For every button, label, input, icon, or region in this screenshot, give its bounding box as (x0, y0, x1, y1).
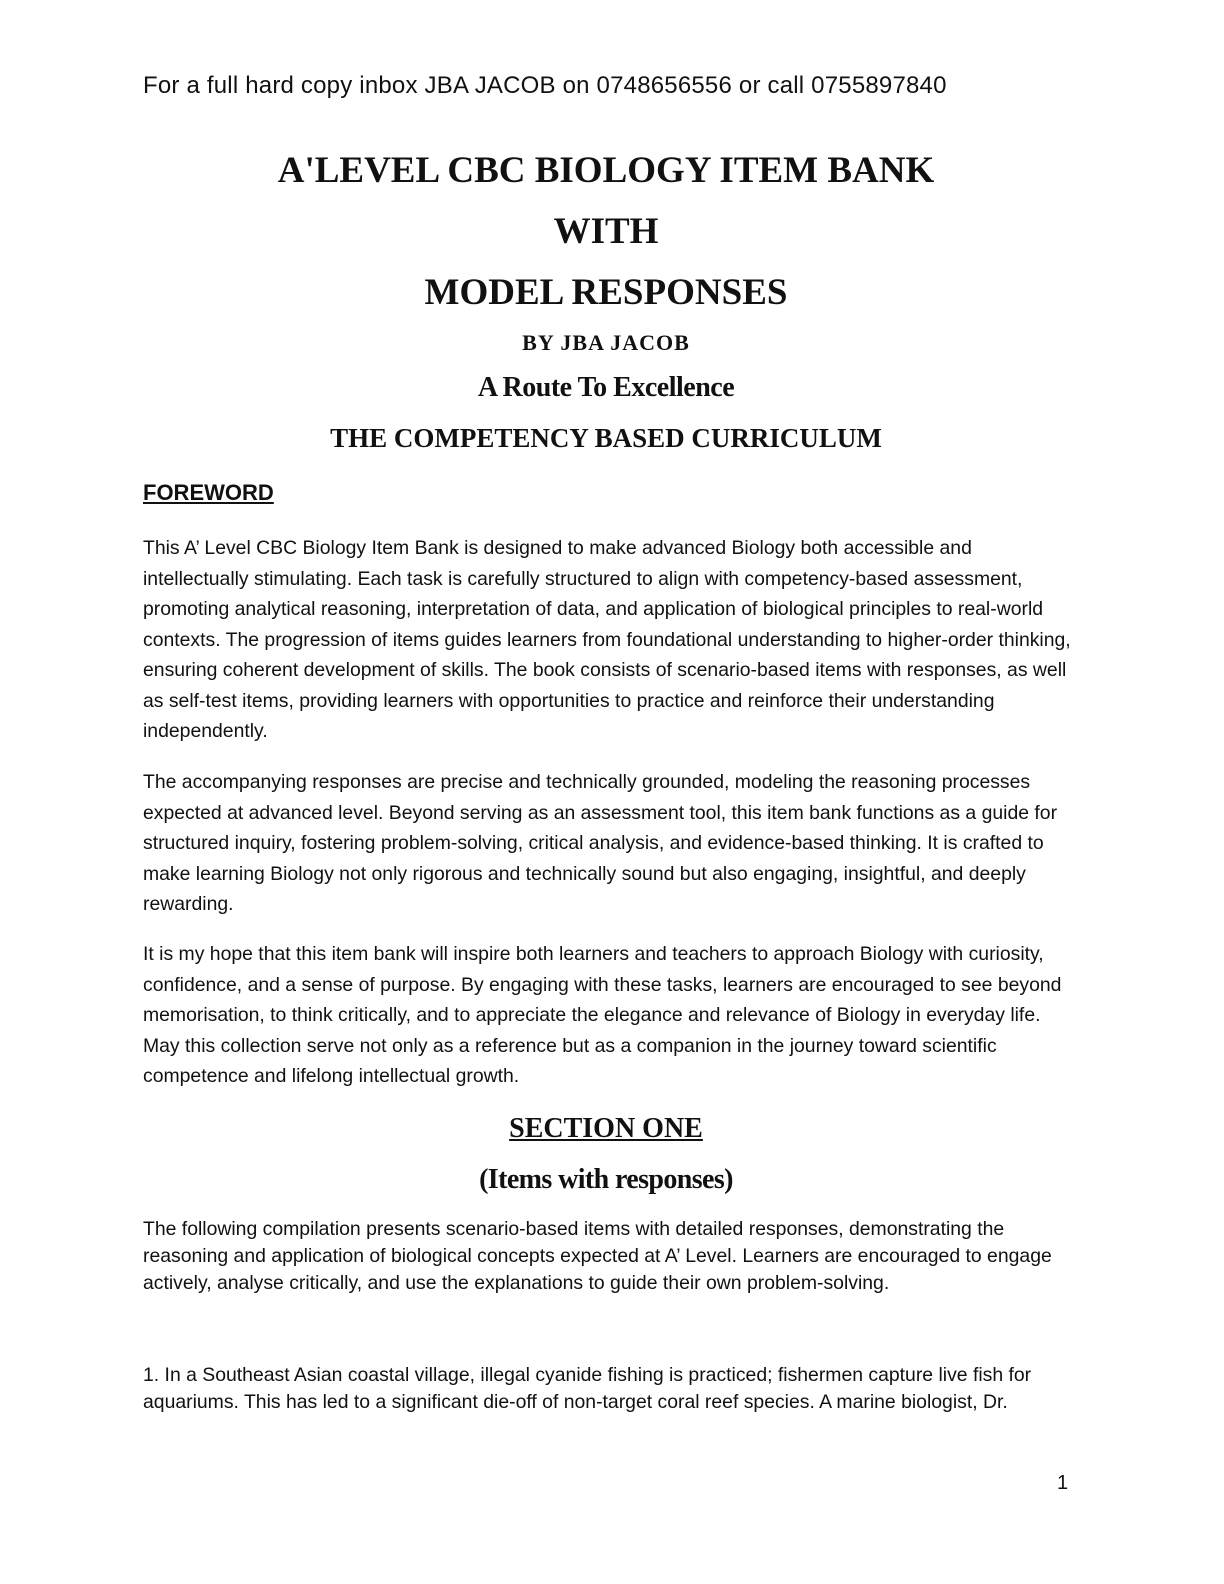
contact-line: For a full hard copy inbox JBA JACOB on 0748656556 or call 0755897840 (143, 72, 947, 99)
curriculum-heading: THE COMPETENCY BASED CURRICULUM (330, 423, 882, 453)
page-number: 1 (1057, 1472, 1069, 1494)
title-block (0, 140, 1212, 453)
section-intro: The following compilation presents scenario-based items with detailed responses, demonstrating the reasoning and application of biological concepts expected at A’ Level. Learners are encouraged to engage actively, analyse critically, and use the explanations to guide their own problem-solving. (143, 1218, 1052, 1294)
foreword-heading: FOREWORD (143, 480, 274, 505)
foreword-paragraph-3: It is my hope that this item bank will inspire both learners and teachers to approach Biology with curiosity, confidence, and a sense of purpose. By engaging with these tasks, learners are encouraged to see beyond memorisation, to think critically, and to appreciate the elegance and relevance of Biology in everyday life. May this collection serve not only as a reference but as a companion in the journey toward scientific competence and lifelong intellectual growth. (143, 943, 1062, 1087)
item-1-text: 1. In a Southeast Asian coastal village, illegal cyanide fishing is practiced; fishermen capture live fish for aquariums. This has led to a significant die-off of non-target coral reef species. A marine biologist, Dr. (143, 1364, 1032, 1413)
author-byline: BY JBA JACOB (522, 330, 690, 355)
tagline: A Route To Excellence (477, 372, 735, 403)
foreword-paragraph-1: This A’ Level CBC Biology Item Bank is designed to make advanced Biology both accessible and intellectually stimulating. Each task is carefully structured to align with competency-based assessment, promoting analytical reasoning, interpretation of data, and application of biological principles to real-world contexts. The progression of items guides learners from foundational understanding to higher-order thinking, ensuring coherent development of skills. The book consists of scenario-based items with responses, as well as self-test items, providing learners with opportunities to practice and reinforce their understanding independently. (143, 537, 1071, 742)
title-line-2: WITH (553, 211, 659, 252)
title-line-1: A'LEVEL CBC BIOLOGY ITEM BANK (277, 150, 935, 191)
foreword-paragraph-2: The accompanying responses are precise and technically grounded, modeling the reasoning processes expected at advanced level. Beyond serving as an assessment tool, this item bank functions as a guide for structured inquiry, fostering problem-solving, critical analysis, and evidence-based thinking. It is crafted to make learning Biology not only rigorous and technically sound but also engaging, insightful, and deeply rewarding. (143, 771, 1058, 915)
section-subtitle: (Items with responses) (479, 1164, 733, 1195)
section-one-heading (0, 1112, 1212, 1197)
title-line-3: MODEL RESPONSES (424, 272, 788, 313)
section-title: SECTION ONE (509, 1113, 703, 1144)
